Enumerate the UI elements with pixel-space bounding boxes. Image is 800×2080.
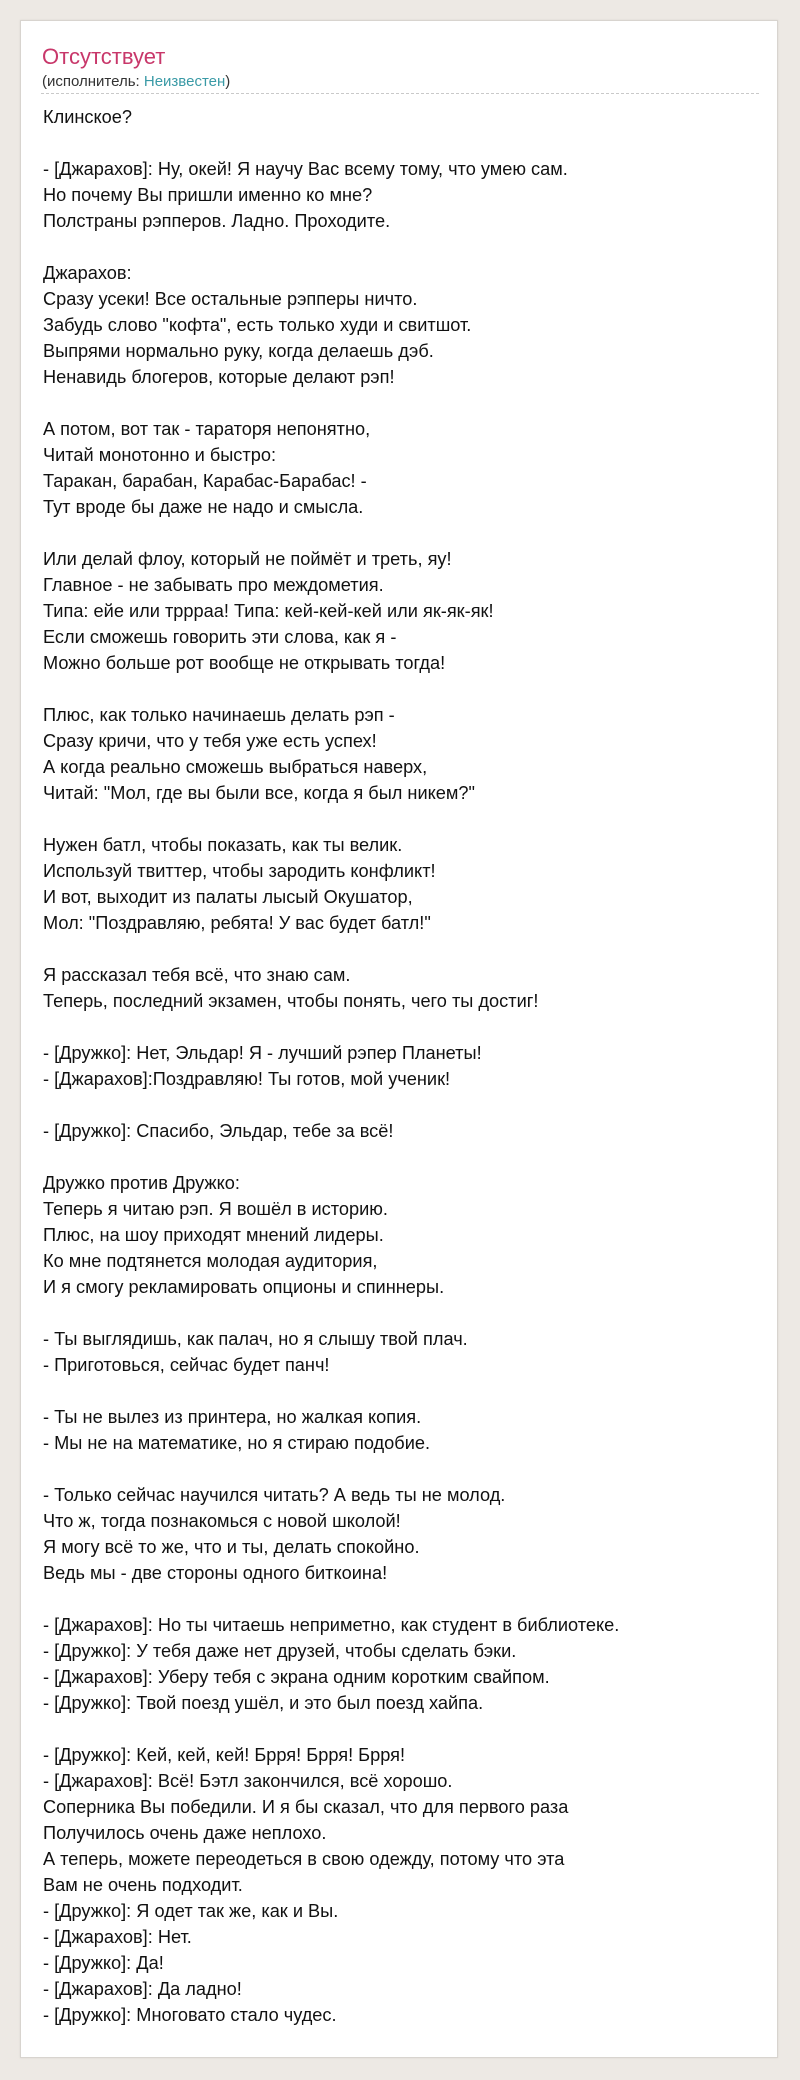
lyric-line: Дружко против Дружко: bbox=[43, 1173, 240, 1193]
lyric-line: И я смогу рекламировать опционы и спиннеры. bbox=[43, 1277, 445, 1297]
lyric-line: - [Дружко]: Твой поезд ушёл, и это был поезд хайпа. bbox=[43, 1693, 484, 1713]
lyric-line bbox=[43, 520, 763, 546]
lyric-line: - [Дружко]: Спасибо, Эльдар, тебе за всё! bbox=[43, 1121, 394, 1141]
lyric-line: А когда реально сможешь выбраться наверх, bbox=[43, 757, 428, 777]
lyric-line bbox=[43, 1456, 763, 1482]
lyric-line: - [Дружко]: Нет, Эльдар! Я - лучший рэпер Планеты! bbox=[43, 1043, 482, 1063]
lyric-line: Что ж, тогда познакомься с новой школой! bbox=[43, 1511, 401, 1531]
lyric-line: - [Дружко]: Я одет так же, как и Вы. bbox=[43, 1901, 339, 1921]
lyric-line: Забудь слово "кофта", есть только худи и свитшот. bbox=[43, 315, 472, 335]
lyric-line: - [Джарахов]: Уберу тебя с экрана одним коротким свайпом. bbox=[43, 1667, 550, 1687]
lyric-line bbox=[43, 130, 763, 156]
lyric-line: Ко мне подтянется молодая аудитория, bbox=[43, 1251, 378, 1271]
title-divider bbox=[41, 93, 759, 94]
lyric-line: Но почему Вы пришли именно ко мне? bbox=[43, 185, 373, 205]
artist-link[interactable]: Неизвестен bbox=[143, 73, 226, 90]
lyric-line: А теперь, можете переодеться в свою одежду, потому что эта bbox=[43, 1849, 565, 1869]
lyric-line: - [Джарахов]: Всё! Бэтл закончился, всё хорошо. bbox=[43, 1771, 453, 1791]
lyric-line: - Только сейчас научился читать? А ведь ты не молод. bbox=[43, 1485, 506, 1505]
lyric-line bbox=[43, 1716, 763, 1742]
lyric-line: - [Дружко]: Кей, кей, кей! Брря! Брря! Брря! bbox=[43, 1745, 406, 1765]
song-title: Отсутствует bbox=[42, 44, 166, 69]
lyric-line: - Приготовься, сейчас будет панч! bbox=[43, 1355, 330, 1375]
lyric-line: Я рассказал тебя всё, что знаю сам. bbox=[43, 965, 351, 985]
lyric-line: Выпрями нормально руку, когда делаешь дэб. bbox=[43, 341, 434, 361]
lyric-line: Если сможешь говорить эти слова, как я - bbox=[43, 627, 397, 647]
lyric-line: Нужен батл, чтобы показать, как ты велик. bbox=[43, 835, 403, 855]
lyric-line: - [Дружко]: Многовато стало чудес. bbox=[43, 2005, 337, 2025]
lyric-line: Плюс, на шоу приходят мнений лидеры. bbox=[43, 1225, 384, 1245]
artist-prefix: (исполнитель: bbox=[42, 73, 144, 90]
lyric-line: Можно больше рот вообще не открывать тогда! bbox=[43, 653, 446, 673]
lyric-line: - [Джарахов]:Поздравляю! Ты готов, мой ученик! bbox=[43, 1069, 451, 1089]
lyric-line: Соперника Вы победили. И я бы сказал, что для первого раза bbox=[43, 1797, 569, 1817]
lyric-line: Сразу усеки! Все остальные рэпперы ничто. bbox=[43, 289, 418, 309]
lyric-line: - [Джарахов]: Да ладно! bbox=[43, 1979, 242, 1999]
lyric-line: - [Дружко]: У тебя даже нет друзей, чтобы сделать бэки. bbox=[43, 1641, 517, 1661]
lyric-line: - Ты не вылез из принтера, но жалкая копия. bbox=[43, 1407, 422, 1427]
lyric-line: - [Джарахов]: Но ты читаешь неприметно, как студент в библиотеке. bbox=[43, 1615, 620, 1635]
lyric-line: Или делай флоу, который не поймёт и треть, яу! bbox=[43, 549, 452, 569]
lyric-line: - Мы не на математике, но я стираю подобие. bbox=[43, 1433, 431, 1453]
lyric-line: Тут вроде бы даже не надо и смысла. bbox=[43, 497, 364, 517]
lyric-line: Ненавидь блогеров, которые делают рэп! bbox=[43, 367, 395, 387]
lyric-line bbox=[43, 1092, 763, 1118]
lyric-line: - [Джарахов]: Ну, окей! Я научу Вас всему тому, что умею сам. bbox=[43, 159, 568, 179]
lyric-line: - [Дружко]: Да! bbox=[43, 1953, 164, 1973]
lyric-line: Типа: ейе или тррраа! Типа: кей-кей-кей или як-як-як! bbox=[43, 601, 494, 621]
lyric-line bbox=[43, 1300, 763, 1326]
lyric-line: Полстраны рэпперов. Ладно. Проходите. bbox=[43, 211, 391, 231]
lyric-line: Сразу кричи, что у тебя уже есть успех! bbox=[43, 731, 377, 751]
lyric-line: Читай монотонно и быстро: bbox=[43, 445, 277, 465]
lyric-line: Используй твиттер, чтобы зародить конфликт! bbox=[43, 861, 436, 881]
lyric-line: Клинское? bbox=[43, 107, 133, 127]
lyric-line: И вот, выходит из палаты лысый Окушатор, bbox=[43, 887, 413, 907]
lyric-line bbox=[43, 1014, 763, 1040]
lyric-line: Таракан, барабан, Карабас-Барабас! - bbox=[43, 471, 367, 491]
lyric-line: Мол: "Поздравляю, ребята! У вас будет батл!" bbox=[43, 913, 431, 933]
lyric-line bbox=[43, 1378, 763, 1404]
lyric-line: Вам не очень подходит. bbox=[43, 1875, 243, 1895]
lyric-line: Получилось очень даже неплохо. bbox=[43, 1823, 327, 1843]
lyric-line bbox=[43, 676, 763, 702]
lyric-line: Джарахов: bbox=[43, 263, 132, 283]
lyric-line bbox=[43, 1586, 763, 1612]
lyric-line bbox=[43, 1144, 763, 1170]
lyric-line bbox=[43, 390, 763, 416]
lyrics-card bbox=[20, 20, 778, 2058]
lyric-line: Я могу всё то же, что и ты, делать спокойно. bbox=[43, 1537, 420, 1557]
lyrics-text bbox=[43, 104, 763, 2028]
artist-suffix: ) bbox=[225, 73, 231, 90]
lyric-line: - Ты выглядишь, как палач, но я слышу твой плач. bbox=[43, 1329, 468, 1349]
lyric-line: Теперь я читаю рэп. Я вошёл в историю. bbox=[43, 1199, 388, 1219]
lyric-line: Теперь, последний экзамен, чтобы понять, чего ты достиг! bbox=[43, 991, 539, 1011]
lyric-line bbox=[43, 234, 763, 260]
lyric-line: Читай: "Мол, где вы были все, когда я был никем?" bbox=[43, 783, 475, 803]
lyric-line bbox=[43, 936, 763, 962]
artist-line bbox=[42, 73, 230, 91]
lyric-line: - [Джарахов]: Нет. bbox=[43, 1927, 192, 1947]
lyric-line bbox=[43, 806, 763, 832]
lyric-line: Плюс, как только начинаешь делать рэп - bbox=[43, 705, 395, 725]
lyric-line: А потом, вот так - тараторя непонятно, bbox=[43, 419, 371, 439]
lyric-line: Ведь мы - две стороны одного биткоина! bbox=[43, 1563, 388, 1583]
lyric-line: Главное - не забывать про междометия. bbox=[43, 575, 384, 595]
